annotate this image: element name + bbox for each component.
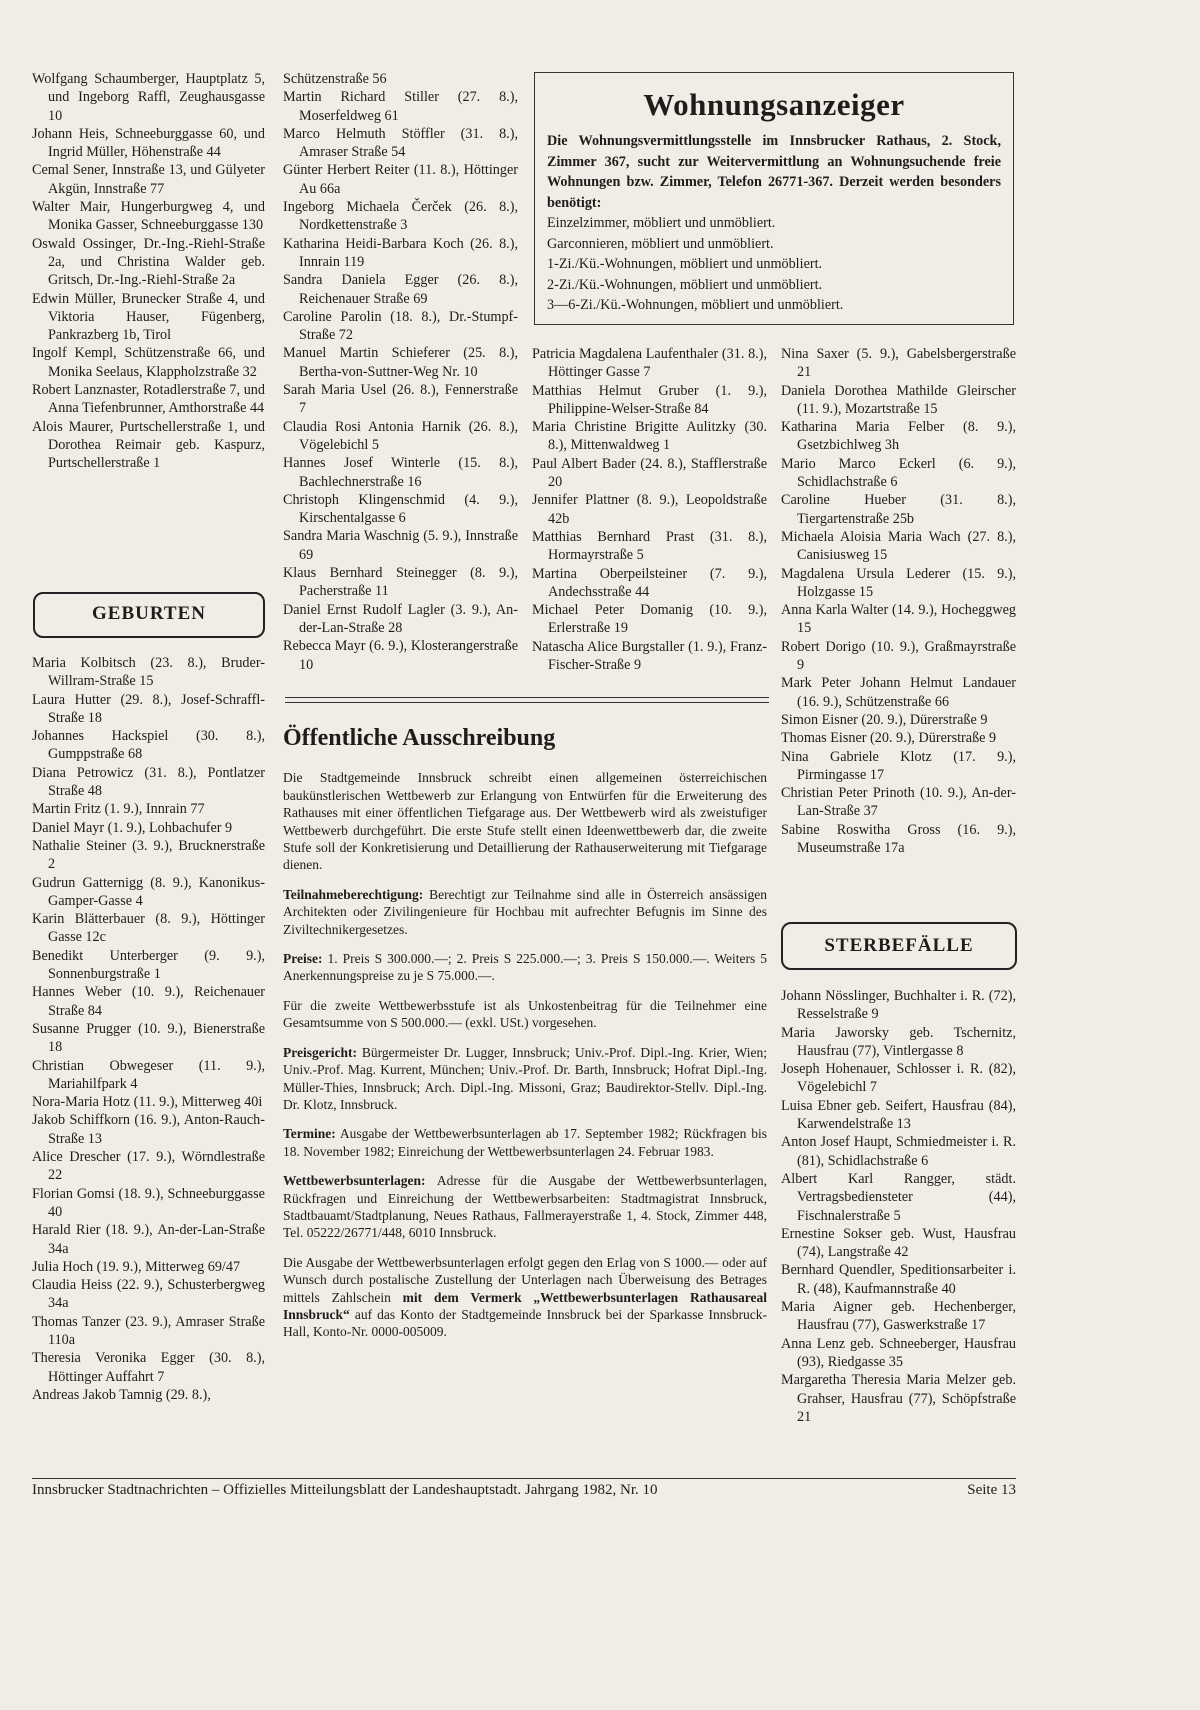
list-item: Katharina Maria Felber (8. 9.), Gsetzbichlweg 3h [781,419,1016,454]
list-item: Maria Kolbitsch (23. 8.), Bruder-Willram-Straße 15 [32,655,265,690]
ausschreibung-paragraph [283,950,767,985]
ausschreibung-title: Öffentliche Ausschreibung [283,725,556,751]
list-item: Klaus Bernhard Steinegger (8. 9.), Pacherstraße 11 [283,565,518,600]
list-item: Günter Herbert Reiter (11. 8.), Höttinger Au 66a [283,162,518,197]
ausschreibung-paragraph [283,886,767,938]
list-item: Patricia Magdalena Laufenthaler (31. 8.), Höttinger Gasse 7 [532,346,767,381]
list-item: Laura Hutter (29. 8.), Josef-Schraffl-Straße 18 [32,691,265,726]
list-item: Julia Hoch (19. 9.), Mitterweg 69/47 [32,1258,241,1275]
list-item: Katharina Heidi-Barbara Koch (26. 8.), Innrain 119 [283,235,518,270]
list-item: Thomas Tanzer (23. 9.), Amraser Straße 110a [32,1313,265,1348]
list-item: Joseph Hohenauer, Schlosser i. R. (82), Vögelebichl 7 [781,1061,1016,1096]
ausschreibung-paragraph [283,1044,767,1114]
list-item: Daniel Mayr (1. 9.), Lohbachufer 9 [32,819,233,836]
list-item: Schützenstraße 56 [283,71,387,87]
label-preisgericht: Preisgericht: [283,1044,357,1060]
list-item: Bernhard Quendler, Speditionsarbeiter i. R. (48), Kaufmannstraße 40 [781,1262,1016,1297]
list-item: Anna Lenz geb. Schneeberger, Hausfrau (93), Riedgasse 35 [781,1335,1016,1370]
list-item: Daniel Ernst Rudolf Lagler (3. 9.), An-der-Lan-Straße 28 [283,601,518,636]
list-item: Alois Maurer, Purtschellerstraße 1, und Dorothea Reimair geb. Kaspurz, Purtschellerstraße 1 [32,418,265,472]
list-item: Maria Christine Brigitte Aulitzky (30. 8.), Mittenwaldweg 1 [532,419,767,454]
list-item: Jennifer Plattner (8. 9.), Leopoldstraße 42b [532,492,767,527]
ausschreibung-paragraph [283,1172,767,1242]
list-item: Nora-Maria Hotz (11. 9.), Mitterweg 40i [32,1094,263,1111]
list-item: 1-Zi./Kü.-Wohnungen, möbliert und unmöbliert. [547,256,823,272]
divider [285,697,769,698]
list-item: Martin Fritz (1. 9.), Innrain 77 [32,801,205,818]
list-item: Albert Karl Rangger, städt. Vertragsbediensteter (44), Fischnalerstraße 5 [781,1170,1016,1224]
label-unterlagen: Wettbewerbsunterlagen: [283,1173,426,1189]
text-unterlagen: Adresse für die Ausgabe der Wettbewerbsunterlagen, Rückfragen und Einreichung der Wettbewerbsarbeiten: Stadtmagistrat Innsbruck, Stadtbauamt/Stadtplanung, Neues Rathaus, Fallmerayerstraße 1, 4. Stock, Zimmer 448, Tel. 05222/26771/448, 6010 Innsbruck. [283,1173,767,1241]
list-item: Maria Jaworsky geb. Tschernitz, Hausfrau (77), Vintlergasse 8 [781,1024,1016,1059]
list-item: Johann Nösslinger, Buchhalter i. R. (72), Resselstraße 9 [781,988,1016,1023]
list-item: Ingolf Kempl, Schützenstraße 66, und Monika Seelaus, Klappholzstraße 32 [32,345,265,380]
list-item: Rebecca Mayr (6. 9.), Klosterangerstraße 10 [283,638,518,673]
list-item: Diana Petrowicz (31. 8.), Pontlatzer Straße 48 [32,764,265,800]
deaths-column [781,987,1016,1426]
list-item: Sabine Roswitha Gross (16. 9.), Museumstraße 17a [781,821,1016,857]
wohnungsanzeiger-intro: Die Wohnungsvermittlungsstelle im Innsbrucker Rathaus, 2. Stock, Zimmer 367, sucht zur Weitervermittlung an Wohnungsuchende freie Wohnungen bzw. Zimmer, Telefon 26771-367. Derzeit werden besonders benötigt: [547,133,1001,211]
list-item: Edwin Müller, Brunecker Straße 4, und Viktoria Hauser, Fügenberg, Pankrazberg 1b, Tirol [32,290,265,344]
list-item: Sandra Daniela Egger (26. 8.), Reichenauer Straße 69 [283,272,518,307]
list-item: 2-Zi./Kü.-Wohnungen, möbliert und unmöbliert. [547,276,823,293]
text-vermerk: mit dem Vermerk „Wettbewerbsunterlagen Rathausareal Innsbruck“ [283,1289,767,1322]
list-item: Gudrun Gatternigg (8. 9.), Kanonikus-Gamper-Gasse 4 [32,874,265,909]
list-item: Margaretha Theresia Maria Melzer geb. Grahser, Hausfrau (77), Schöpfstraße 21 [781,1372,1016,1425]
text-ausgabe: Die Ausgabe der Wettbewerbsunterlagen erfolgt gegen den Erlag von S 1000.— oder auf Wunsch durch postalische Zustellung der Unterlagen nach Überweisung des Betrages mittels Zahlschein [283,1254,767,1305]
list-item: Claudia Heiss (22. 9.), Schusterbergweg 34a [32,1277,265,1312]
footer-publication: Innsbrucker Stadtnachrichten – Offizielles Mitteilungsblatt der Landeshauptstadt. Jahrgang 1982, Nr. 10 [32,1482,658,1498]
list-item: Hannes Weber (10. 9.), Reichenauer Straße 84 [32,984,265,1019]
list-item: Michaela Aloisia Maria Wach (27. 8.), Canisiusweg 15 [781,528,1016,564]
list-item: Daniela Dorothea Mathilde Gleirscher (11. 9.), Mozartstraße 15 [781,382,1016,417]
list-item: Claudia Rosi Antonia Harnik (26. 8.), Vögelebichl 5 [283,418,518,453]
label-teilnahme: Teilnahmeberechtigung: [283,886,424,902]
footer-rule [32,1478,1016,1479]
list-item: Anna Karla Walter (14. 9.), Hocheggweg 15 [781,602,1016,637]
list-item: Maria Aigner geb. Hechenberger, Hausfrau (77), Gaswerkstraße 17 [781,1299,1016,1334]
list-item: Mario Marco Eckerl (6. 9.), Schidlachstraße 6 [781,455,1016,491]
text-termine: Ausgabe der Wettbewerbsunterlagen ab 17. September 1982; Rückfragen bis 18. November 1982; Einreichung der Wettbewerbsunterlagen 24. Februar 1983. [283,1126,767,1159]
list-item: Alice Drescher (17. 9.), Wörndlestraße 22 [32,1149,265,1184]
ausschreibung-article [283,725,767,1353]
births-column-2 [283,70,518,674]
text-teilnahme: Berechtigt zur Teilnahme sind alle in Österreich ansässigen Architekten oder Zivilingenieure für Hochbau mit aufrechter Befugnis im Sinne des Ziviltechnikergesetzes. [283,886,767,937]
ausschreibung-paragraph: Für die zweite Wettbewerbsstufe ist als Unkostenbeitrag für die Teilnehmer eine Gesamtsumme von S 500.000.— (exkl. USt.) vorgesehen. [283,997,767,1031]
divider [285,702,769,703]
list-item: Nina Saxer (5. 9.), Gabelsbergerstraße 21 [781,346,1016,381]
list-item: Benedikt Unterberger (9. 9.), Sonnenburgstraße 1 [32,947,265,983]
list-item: Matthias Helmut Gruber (1. 9.), Philippine-Welser-Straße 84 [532,382,767,417]
wohnungsanzeiger-title: Wohnungsanzeiger [643,87,905,122]
list-item: Ingeborg Michaela Čerček (26. 8.), Nordkettenstraße 3 [283,199,518,234]
wohnungsanzeiger-box [534,72,1014,325]
label-termine: Termine: [283,1126,336,1142]
list-item: Einzelzimmer, möbliert und unmöbliert. [547,215,776,231]
list-item: Marco Helmuth Stöffler (31. 8.), Amraser Straße 54 [283,125,518,161]
list-item: Florian Gomsi (18. 9.), Schneeburggasse 40 [32,1185,265,1220]
list-item: Hannes Josef Winterle (15. 8.), Bachlechnerstraße 16 [283,455,518,490]
list-item: Matthias Bernhard Prast (31. 8.), Hormayrstraße 5 [532,528,767,564]
text-preise: 1. Preis S 300.000.—; 2. Preis S 225.000.—; 3. Preis S 150.000.—. Weiters 5 Anerkennungspreise zu je S 75.000.—. [283,951,767,984]
list-item: Luisa Ebner geb. Seifert, Hausfrau (84), Karwendelstraße 13 [781,1097,1016,1133]
list-item: Jakob Schiffkorn (16. 9.), Anton-Rauch-Straße 13 [32,1112,265,1147]
list-item: Johann Heis, Schneeburggasse 60, und Ingrid Müller, Höhenstraße 44 [32,125,265,161]
list-item: Caroline Hueber (31. 8.), Tiergartenstraße 25b [781,492,1016,527]
births-column-3 [532,345,767,674]
ausschreibung-paragraph: Die Stadtgemeinde Innsbruck schreibt einen allgemeinen österreichischen baukünstlerischen Wettbewerb zur Erlangung von Entwürfen für die Erweiterung des Rathauses mit einer öffentlichen Tiefgarage aus. Der Wettbewerb wird als zweistufiger Wettbewerb durchgeführt. Die erste Stufe stellt einen Ideenwettbewerb dar, die zweite Stufe soll der Konkretisierung und Detaillierung der Rathauserweiterung mit Tiefgarage dienen. [283,770,767,873]
list-item: Johannes Hackspiel (30. 8.), Gumppstraße 68 [32,728,265,763]
list-item: Andreas Jakob Tamnig (29. 8.), [32,1386,211,1403]
list-item: Oswald Ossinger, Dr.-Ing.-Riehl-Straße 2a, und Christina Walder geb. Gritsch, Dr.-Ing.-Riehl-Straße 2a [32,235,265,289]
list-item: Magdalena Ursula Lederer (15. 9.), Holzgasse 15 [781,565,1016,600]
list-item: Sarah Maria Usel (26. 8.), Fennerstraße 7 [283,382,518,417]
list-item: Karin Blätterbauer (8. 9.), Höttinger Gasse 12c [32,911,265,946]
list-item: Christian Peter Prinoth (10. 9.), An-der-Lan-Straße 37 [781,785,1016,820]
list-item: Anton Josef Haupt, Schmiedmeister i. R. (81), Schidlachstraße 6 [781,1134,1016,1169]
list-item: Nathalie Steiner (3. 9.), Brucknerstraße 2 [32,837,265,873]
births-column-4 [781,345,1016,857]
list-item: Caroline Parolin (18. 8.), Dr.-Stumpf-Straße 72 [283,308,518,344]
list-item: Theresia Veronika Egger (30. 8.), Höttinger Auffahrt 7 [32,1350,265,1385]
list-item: Natascha Alice Burgstaller (1. 9.), Franz-Fischer-Straße 9 [532,638,767,674]
list-item: Christoph Klingenschmid (4. 9.), Kirschentalgasse 6 [283,491,518,527]
list-item: Mark Peter Johann Helmut Landauer (16. 9.), Schützenstraße 66 [781,675,1016,710]
text-konto: auf das Konto der Stadtgemeinde Innsbruck bei der Sparkasse Innsbruck-Hall, Konto-Nr. 0000-005009. [283,1306,767,1340]
list-item: Manuel Martin Schieferer (25. 8.), Bertha-von-Suttner-Weg Nr. 10 [283,345,518,380]
list-item: Christian Obwegeser (11. 9.), Mariahilfpark 4 [32,1057,265,1092]
list-item: Susanne Prugger (10. 9.), Bienerstraße 18 [32,1020,265,1056]
list-item: Robert Lanznaster, Rotadlerstraße 7, und Anna Tiefenbrunner, Amthorstraße 44 [32,382,265,417]
list-item: Walter Mair, Hungerburgweg 4, und Monika Gasser, Schneeburggasse 130 [32,199,265,234]
list-item: Ernestine Sokser geb. Wust, Hausfrau (74), Langstraße 42 [781,1225,1016,1261]
list-item: Martin Richard Stiller (27. 8.), Moserfeldweg 61 [283,89,518,124]
label-preise: Preise: [283,951,323,967]
list-item: Michael Peter Domanig (10. 9.), Erlerstraße 19 [532,602,767,637]
list-item: Thomas Eisner (20. 9.), Dürerstraße 9 [781,730,997,747]
text-preisgericht: Bürgermeister Dr. Lugger, Innsbruck; Univ.-Prof. Dipl.-Ing. Krier, Wien; Univ.-Prof. Mag. Kurrent, München; Univ.-Prof. Dr. Barth, Innsbruck; Hofrat Dipl.-Ing. Müller-Thies, Innsbruck; Arch. Dipl.-Ing. Missoni, Graz; Baudirektor-Stellv. Dipl.-Ing. Dr. Klotz, Innsbruck. [283,1044,767,1112]
list-item: Garconnieren, möbliert und unmöbliert. [547,235,774,252]
list-item: Sandra Maria Waschnig (5. 9.), Innstraße 69 [283,528,518,563]
list-item: Nina Gabriele Klotz (17. 9.), Pirmingasse 17 [781,748,1016,783]
page-footer [32,1482,1016,1499]
list-item: Simon Eisner (20. 9.), Dürerstraße 9 [781,711,988,728]
page-number: Seite 13 [967,1482,1016,1498]
list-item: Paul Albert Bader (24. 8.), Stafflerstraße 20 [532,455,767,491]
list-item: Wolfgang Schaumberger, Hauptplatz 5, und Ingeborg Raffl, Zeughausgasse 10 [32,71,265,124]
wohnungsanzeiger-items [547,213,1001,316]
marriages-column [32,70,265,473]
deaths-heading: STERBEFÄLLE [781,922,1017,970]
list-item: 3—6-Zi./Kü.-Wohnungen, möbliert und unmöbliert. [547,297,844,313]
list-item: Harald Rier (18. 9.), An-der-Lan-Straße 34a [32,1222,265,1257]
births-heading: GEBURTEN [33,592,265,638]
list-item: Cemal Sener, Innstraße 13, und Gülyeter Akgün, Innstraße 77 [32,162,265,197]
list-item: Robert Dorigo (10. 9.), Graßmayrstraße 9 [781,638,1016,674]
ausschreibung-paragraph [283,1125,767,1160]
list-item: Martina Oberpeilsteiner (7. 9.), Andechsstraße 44 [532,565,767,600]
births-column-1 [32,654,265,1404]
ausschreibung-paragraph [283,1254,767,1341]
